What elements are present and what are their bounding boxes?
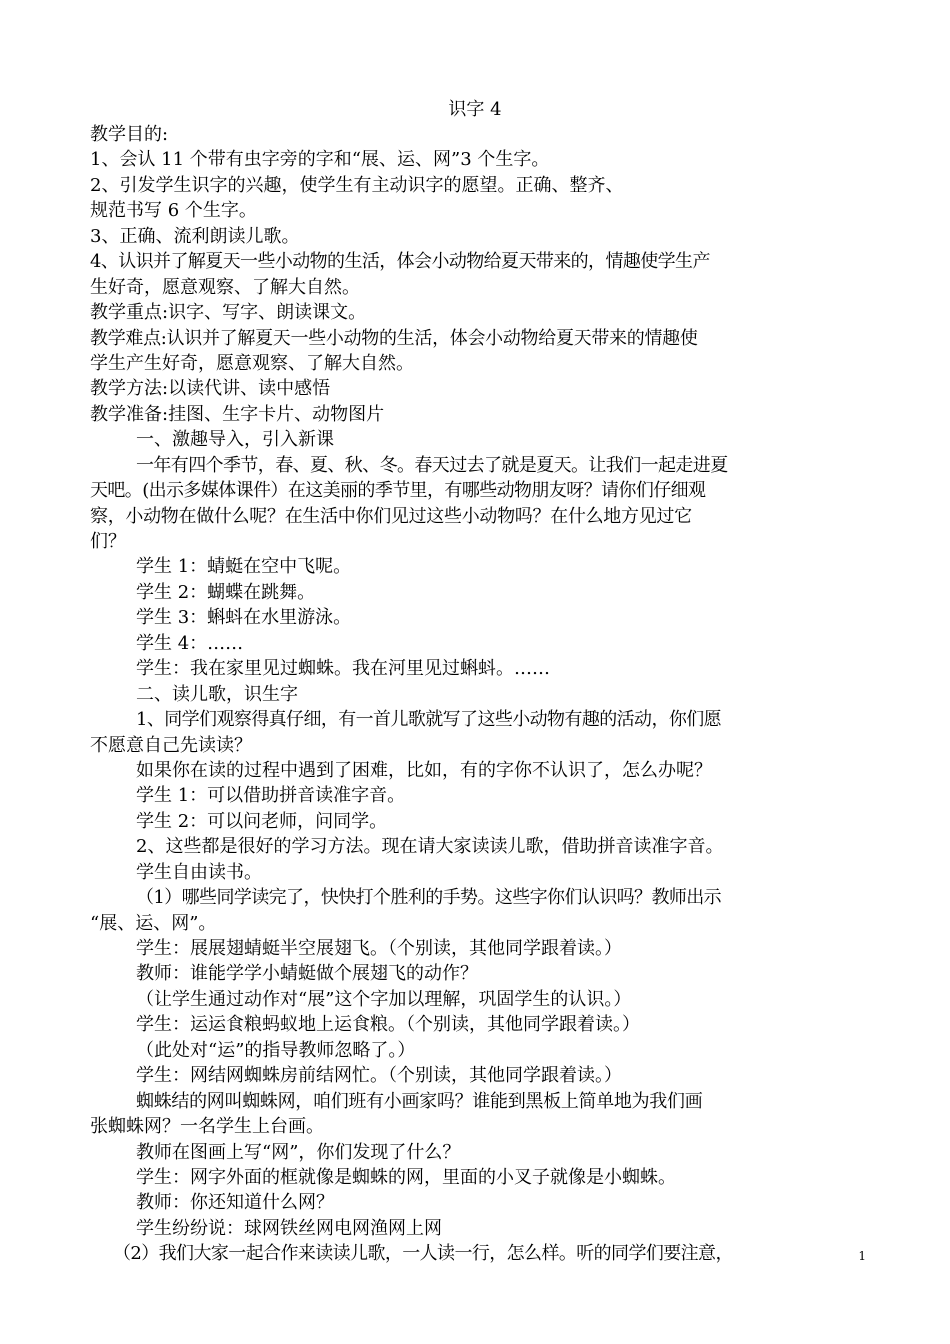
text-line: 学生：网结网蜘蛛房前结网忙。（个别读，其他同学跟着读。）: [136, 1065, 622, 1087]
text-line: 学生 1：蜻蜓在空中飞呢。: [136, 556, 352, 578]
text-line: 天吧。(出示多媒体课件）在这美丽的季节里，有哪些动物朋友呀？请你们仔细观: [90, 480, 706, 502]
text-line: 蜘蛛结的网叫蜘蛛网，咱们班有小画家吗？谁能到黑板上简单地为我们画: [136, 1090, 703, 1112]
text-line: 2、引发学生识字的兴趣，使学生有主动识字的愿望。正确、整齐、: [90, 174, 624, 196]
text-line: 教学准备:挂图、生字卡片、动物图片: [90, 403, 385, 425]
text-line: 学生：展展翅蜻蜓半空展翅飞。（个别读，其他同学跟着读。）: [136, 938, 622, 959]
text-line: 教学重点:识字、写字、朗读课文。: [90, 302, 367, 324]
text-line: 1、同学们观察得真仔细，有一首儿歌就写了这些小动物有趣的活动，你们愿: [136, 709, 722, 731]
text-line: 3、正确、流利朗读儿歌。: [90, 225, 300, 247]
text-line: 们？: [90, 531, 126, 552]
text-line: 生好奇，愿意观察、了解大自然。: [90, 276, 360, 298]
text-line: 张蜘蛛网？一名学生上台画。: [90, 1116, 324, 1138]
text-line: 学生 2：可以问老师，问同学。: [136, 810, 388, 832]
text-line: 1、会认 11 个带有虫字旁的字和“展、运、网”3 个生字。: [90, 149, 550, 171]
text-line: 二、读儿歌，识生字: [136, 683, 298, 705]
text-line: 一、激趣导入，引入新课: [136, 429, 334, 451]
text-line: 一年有四个季节，春、夏、秋、冬。春天过去了就是夏天。让我们一起走进夏: [136, 454, 728, 476]
document-title: 识字 4: [448, 99, 502, 120]
text-line: 学生：运运食粮蚂蚁地上运食粮。（个别读，其他同学跟着读。）: [136, 1014, 640, 1036]
text-line: 教师：你还知道什么网？: [136, 1192, 334, 1214]
text-line: 教学目的:: [90, 124, 169, 145]
text-line: 教师：谁能学学小蜻蜓做个展翅飞的动作？: [136, 963, 478, 985]
text-line: 4、认识并了解夏天一些小动物的生活，体会小动物给夏天带来的，情趣使学生产: [90, 251, 710, 273]
text-line: 察，小动物在做什么呢？在生活中你们见过这些小动物吗？在什么地方见过它: [90, 505, 692, 527]
text-line: 学生：网字外面的框就像是蜘蛛的网，里面的小叉子就像是小蜘蛛。: [136, 1166, 676, 1188]
text-line: 教学难点:认识并了解夏天一些小动物的生活，体会小动物给夏天带来的情趣使: [90, 327, 698, 349]
text-line: （2）我们大家一起合作来读读儿歌，一人读一行，怎么样。听的同学们要注意，: [113, 1243, 733, 1265]
text-line: 教学方法:以读代讲、读中感悟: [90, 378, 331, 400]
text-line: 不愿意自己先读读？: [90, 734, 252, 756]
text-line: （让学生通过动作对“展”这个字加以理解，巩固学生的认识。）: [136, 988, 632, 1010]
page-number: 1: [858, 1249, 866, 1263]
text-line: 学生 3：蝌蚪在水里游泳。: [136, 607, 352, 629]
text-line: 学生纷纷说：球网铁丝网电网渔网上网: [136, 1217, 442, 1239]
text-line: 学生自由读书。: [136, 861, 262, 883]
text-line: 学生 2：蝴蝶在跳舞。: [136, 581, 316, 603]
text-line: 学生 4：……: [136, 632, 244, 654]
text-line: 教师在图画上写“网”，你们发现了什么？: [136, 1141, 461, 1163]
text-line: （1）哪些同学读完了，快快打个胜利的手势。这些字你们认识吗？教师出示: [136, 887, 722, 909]
text-line: 如果你在读的过程中遇到了困难，比如，有的字你不认识了，怎么办呢？: [136, 759, 712, 781]
text-line: 学生产生好奇，愿意观察、了解大自然。: [90, 352, 414, 374]
text-line: “展、运、网”。: [90, 912, 217, 934]
text-line: 2、这些都是很好的学习方法。现在请大家读读儿歌，借助拼音读准字音。: [136, 836, 724, 858]
text-line: 学生 1：可以借助拼音读准字音。: [136, 785, 406, 807]
document-body: [90, 122, 870, 1267]
text-line: 学生：我在家里见过蜘蛛。我在河里见过蝌蚪。……: [136, 658, 550, 680]
text-line: 规范书写 6 个生字。: [90, 200, 257, 222]
text-line: （此处对“运”的指导教师忽略了。）: [136, 1039, 416, 1061]
